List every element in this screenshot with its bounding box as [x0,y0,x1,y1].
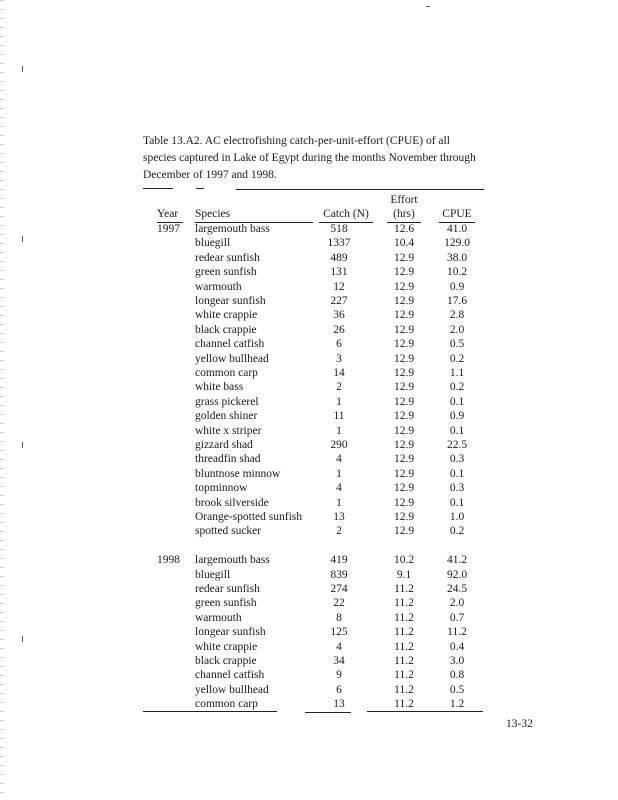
cpue-cell: 0.3 [449,482,465,495]
catch-cell: 6 [336,338,342,351]
table-row [143,366,483,380]
cpue-cell: 3.0 [449,655,465,667]
species-cell: largemouth bass [195,554,270,567]
table-row [143,467,483,481]
species-cell: golden shiner [195,410,258,423]
cpue-cell: 0.9 [449,410,465,423]
table-row [143,452,483,466]
table-row [143,510,483,524]
cpue-cell: 38.0 [446,251,468,264]
species-cell: yellow bullhead [195,683,269,696]
table-row [143,496,483,510]
species-cell: warmouth [195,611,242,624]
table-row [143,553,483,567]
effort-cell: 11.2 [394,655,414,667]
species-cell: spotted sucker [195,525,262,538]
species-cell: channel catfish [195,669,265,682]
cpue-cell: 41.0 [446,223,468,235]
cpue-cell: 0.1 [449,467,465,480]
scan-margin-noise [0,0,4,800]
cpue-cell: 1.2 [449,698,465,711]
effort-cell: 11.2 [394,698,414,711]
effort-cell: 12.9 [393,280,415,293]
effort-cell: 12.9 [393,266,415,279]
catch-cell: 34 [333,655,345,667]
cpue-cell: 0.2 [449,352,465,365]
species-cell: bluegill [195,568,231,581]
effort-cell: 12.9 [393,482,415,495]
catch-cell: 22 [333,597,345,610]
cpue-cell: 0.1 [449,395,465,408]
effort-cell: 12.9 [393,251,415,264]
catch-cell: 12 [333,280,345,293]
cpue-cell: 24.5 [446,583,468,595]
species-cell: white crappie [195,309,258,322]
effort-cell: 12.9 [393,496,415,509]
species-cell: green sunfish [195,597,257,610]
cpue-cell: 10.2 [446,266,468,279]
table-row [143,438,483,452]
catch-cell: 36 [333,309,345,322]
species-cell: topminnow [195,482,248,495]
table-bottom-rule [367,711,483,712]
table-row [143,280,483,294]
species-cell: gizzard shad [195,439,253,451]
effort-cell: 10.2 [393,554,415,567]
cpue-cell: 0.2 [449,525,465,538]
species-cell: threadfin shad [195,453,261,466]
cpue-cell: 0.5 [449,338,465,351]
cpue-cell: 0.4 [449,640,465,653]
table-row [143,625,483,639]
table-row [143,222,483,236]
species-cell: bluegill [195,237,231,250]
effort-cell: 11.2 [394,669,414,682]
effort-cell: 12.9 [393,395,415,408]
cpue-cell: 129.0 [444,237,470,250]
catch-cell: 3 [336,352,342,365]
catch-cell: 274 [330,583,348,595]
catch-cell: 839 [330,568,348,581]
species-cell: channel catfish [195,338,265,351]
effort-cell: 10.4 [393,237,415,250]
cpue-cell: 41.2 [446,554,468,567]
species-cell: warmouth [195,280,242,293]
table-row [143,424,483,438]
effort-cell: 9.1 [396,568,412,581]
effort-cell: 12.9 [393,525,415,538]
species-cell: bluntnose minnow [195,467,281,480]
effort-cell: 11.2 [394,611,414,624]
scan-speck [22,66,23,72]
catch-cell: 518 [330,223,348,235]
catch-cell: 131 [330,266,348,279]
cpue-cell: 17.6 [446,295,468,307]
effort-cell: 11.2 [394,626,414,639]
table-row [143,481,483,495]
effort-cell: 12.9 [393,410,415,423]
table-row [143,697,483,711]
table-row [143,308,483,322]
catch-cell: 9 [336,669,342,682]
table-row [143,611,483,625]
effort-cell: 12.9 [393,467,415,480]
cpue-cell: 0.8 [449,669,465,682]
catch-cell: 290 [330,439,348,451]
cpue-cell: 0.1 [449,496,465,509]
species-cell: brook silverside [195,496,269,509]
effort-cell: 12.9 [393,309,415,322]
table-row [143,323,483,337]
species-cell: white x striper [195,424,262,437]
header-effort: (hrs) [393,208,415,220]
table-row [143,337,483,351]
species-cell: black crappie [195,323,257,336]
catch-cell: 419 [330,554,348,567]
effort-cell: 12.9 [393,439,415,451]
cpue-cell: 0.1 [449,424,465,437]
cpue-cell: 0.9 [449,280,465,293]
species-cell: largemouth bass [195,223,270,235]
cpue-cell: 2.0 [449,597,465,610]
table-bottom-rule [305,712,351,713]
catch-cell: 2 [336,381,342,394]
table-row [143,352,483,366]
catch-cell: 4 [336,482,342,495]
table-top-rule [196,188,204,189]
catch-cell: 1 [336,496,342,509]
effort-cell: 12.9 [393,323,415,336]
species-cell: longear sunfish [195,626,266,639]
species-cell: white crappie [195,640,258,653]
species-cell: green sunfish [195,266,257,279]
header-effort-top: Effort [390,194,418,206]
cpue-cell: 2.0 [449,323,465,336]
catch-cell: 2 [336,525,342,538]
table-row [143,395,483,409]
effort-cell: 12.6 [393,223,415,235]
effort-cell: 11.2 [394,640,414,653]
species-cell: Orange-spotted sunfish [195,511,302,523]
catch-cell: 13 [333,511,345,523]
catch-cell: 1 [336,424,342,437]
cpue-cell: 22.5 [446,439,468,451]
scan-speck [22,236,23,242]
header-catch: Catch (N) [323,208,369,220]
table-row [143,380,483,394]
catch-cell: 6 [336,683,342,696]
table-top-rule [236,189,484,190]
catch-cell: 11 [333,410,345,423]
species-cell: grass pickerel [195,395,259,408]
scan-speck [22,636,23,642]
effort-cell: 11.2 [394,597,414,610]
catch-cell: 8 [336,611,342,624]
cpue-cell: 0.2 [449,381,465,394]
cpue-cell: 1.1 [449,367,465,379]
table-row [143,640,483,654]
species-cell: longear sunfish [195,295,266,307]
catch-cell: 14 [333,367,345,379]
scan-speck [426,6,430,7]
species-cell: yellow bullhead [195,352,269,365]
catch-cell: 1337 [327,237,351,250]
effort-cell: 12.9 [393,511,415,523]
cpue-cell: 92.0 [446,568,468,581]
table-row [143,668,483,682]
species-cell: redear sunfish [195,251,260,264]
species-cell: white bass [195,381,244,394]
effort-cell: 12.9 [393,453,415,466]
page-number: 13-32 [506,718,533,730]
cpue-cell: 2.8 [449,309,465,322]
catch-cell: 227 [330,295,348,307]
year-cell: 1997 [157,223,180,235]
effort-cell: 12.9 [393,381,415,394]
species-cell: common carp [195,698,258,711]
catch-cell: 13 [333,698,345,711]
catch-cell: 1 [336,467,342,480]
cpue-cell: 11.2 [447,626,467,639]
cpue-cell: 0.3 [449,453,465,466]
effort-cell: 12.9 [393,352,415,365]
year-cell: 1998 [157,554,180,567]
table-row [143,236,483,250]
header-year: Year [157,208,179,220]
catch-cell: 4 [336,453,342,466]
table-row [143,582,483,596]
catch-cell: 125 [330,626,348,639]
table-row [143,294,483,308]
cpue-cell: 1.0 [449,511,465,523]
scan-speck [22,442,23,448]
catch-cell: 4 [336,640,342,653]
table-bottom-rule [143,711,277,712]
effort-cell: 12.9 [393,424,415,437]
catch-cell: 1 [336,395,342,408]
species-cell: redear sunfish [195,583,260,595]
species-cell: common carp [195,367,258,379]
cpue-cell: 0.5 [449,683,465,696]
table-caption: Table 13.A2. AC electrofishing catch-per-unit-effort (CPUE) of all species captured in Lake of Egypt during the months November through December of 1997 and 1998. [143,135,476,181]
catch-cell: 26 [333,323,345,336]
effort-cell: 11.2 [394,583,414,595]
table-row [143,524,483,538]
header-species: Species [195,208,231,220]
table-row [143,568,483,582]
table-row [143,251,483,265]
cpue-cell: 0.7 [449,611,465,624]
table-top-rule [143,188,173,189]
effort-cell: 12.9 [393,338,415,351]
table-row [143,409,483,423]
effort-cell: 12.9 [393,295,415,307]
effort-cell: 12.9 [393,367,415,379]
table-row [143,654,483,668]
header-cpue: CPUE [442,208,472,220]
table-row [143,683,483,697]
effort-cell: 11.2 [394,683,414,696]
species-cell: black crappie [195,655,257,667]
table-row [143,596,483,610]
table-row [143,265,483,279]
catch-cell: 489 [330,251,348,264]
